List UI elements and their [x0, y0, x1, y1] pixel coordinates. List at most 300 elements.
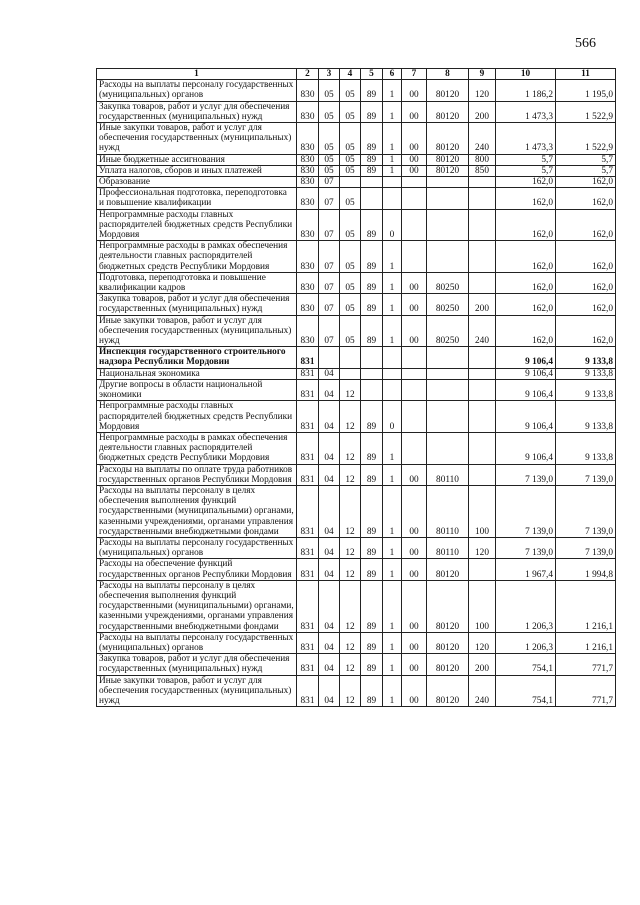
direction-cell — [427, 347, 469, 368]
subprogram-cell: 1 — [383, 294, 402, 315]
amount-year1-cell: 162,0 — [496, 188, 556, 209]
amount-year1-cell: 1 473,3 — [496, 123, 556, 155]
ministry-code-cell: 830 — [297, 209, 319, 241]
expense-name-cell: Закупка товаров, работ и услуг для обеспечения государственных (муниципальных) нужд — [97, 654, 297, 675]
direction-cell: 80120 — [427, 632, 469, 653]
amount-year2-cell: 9 133,8 — [556, 432, 616, 464]
event-cell: 00 — [402, 123, 427, 155]
program-cell: 89 — [361, 580, 383, 632]
expense-type-cell: 240 — [469, 675, 496, 707]
direction-cell: 80120 — [427, 675, 469, 707]
direction-cell: 80120 — [427, 101, 469, 122]
subprogram-cell: 1 — [383, 485, 402, 537]
ministry-code-cell: 830 — [297, 154, 319, 165]
subprogram-cell — [383, 188, 402, 209]
direction-cell: 80120 — [427, 165, 469, 176]
table-row — [97, 485, 616, 537]
column-header: 6 — [383, 69, 402, 80]
expense-type-cell — [469, 188, 496, 209]
subprogram-cell — [383, 379, 402, 400]
program-cell: 89 — [361, 101, 383, 122]
expense-name-cell: Образование — [97, 177, 297, 188]
event-cell: 00 — [402, 464, 427, 485]
expense-type-cell — [469, 209, 496, 241]
expense-type-cell — [469, 379, 496, 400]
event-cell — [402, 347, 427, 368]
expense-type-cell — [469, 464, 496, 485]
amount-year1-cell: 1 473,3 — [496, 101, 556, 122]
event-cell — [402, 177, 427, 188]
subsection-cell: 05 — [340, 209, 361, 241]
event-cell — [402, 379, 427, 400]
subsection-cell — [340, 177, 361, 188]
event-cell — [402, 188, 427, 209]
subsection-cell: 12 — [340, 580, 361, 632]
subprogram-cell: 1 — [383, 464, 402, 485]
amount-year2-cell: 1 216,1 — [556, 580, 616, 632]
subprogram-cell: 0 — [383, 209, 402, 241]
direction-cell: 80120 — [427, 654, 469, 675]
table-row — [97, 368, 616, 379]
table-row — [97, 347, 616, 368]
table-row — [97, 632, 616, 653]
ministry-code-cell: 830 — [297, 123, 319, 155]
section-cell: 07 — [319, 241, 340, 273]
expense-type-cell — [469, 432, 496, 464]
amount-year1-cell: 162,0 — [496, 209, 556, 241]
subsection-cell: 05 — [340, 315, 361, 347]
subsection-cell: 12 — [340, 401, 361, 433]
expense-name-cell: Иные бюджетные ассигнования — [97, 154, 297, 165]
expense-name-cell: Закупка товаров, работ и услуг для обеспечения государственных (муниципальных) нужд — [97, 294, 297, 315]
table-row — [97, 537, 616, 558]
table-row — [97, 177, 616, 188]
subsection-cell: 05 — [340, 272, 361, 293]
section-cell: 04 — [319, 464, 340, 485]
ministry-code-cell: 831 — [297, 485, 319, 537]
subsection-cell — [340, 347, 361, 368]
ministry-code-cell: 831 — [297, 464, 319, 485]
ministry-code-cell: 830 — [297, 315, 319, 347]
direction-cell: 80120 — [427, 154, 469, 165]
expense-name-cell: Закупка товаров, работ и услуг для обеспечения государственных (муниципальных) нужд — [97, 101, 297, 122]
table-row — [97, 154, 616, 165]
subsection-cell: 12 — [340, 654, 361, 675]
amount-year2-cell: 162,0 — [556, 294, 616, 315]
subprogram-cell: 1 — [383, 123, 402, 155]
program-cell — [361, 177, 383, 188]
event-cell: 00 — [402, 80, 427, 101]
column-header: 4 — [340, 69, 361, 80]
table-row — [97, 294, 616, 315]
event-cell: 00 — [402, 272, 427, 293]
expense-name-cell: Расходы на выплаты персоналу государственных (муниципальных) органов — [97, 80, 297, 101]
subprogram-cell: 1 — [383, 580, 402, 632]
subprogram-cell: 1 — [383, 315, 402, 347]
amount-year2-cell: 9 133,8 — [556, 368, 616, 379]
amount-year1-cell: 5,7 — [496, 154, 556, 165]
program-cell: 89 — [361, 654, 383, 675]
expense-type-cell — [469, 177, 496, 188]
amount-year1-cell: 1 206,3 — [496, 632, 556, 653]
section-cell: 05 — [319, 123, 340, 155]
table-row — [97, 101, 616, 122]
expense-type-cell — [469, 401, 496, 433]
ministry-code-cell: 830 — [297, 294, 319, 315]
ministry-code-cell: 830 — [297, 188, 319, 209]
amount-year1-cell: 9 106,4 — [496, 368, 556, 379]
expense-name-cell: Непрограммные расходы в рамках обеспечения деятельности главных распорядителей бюджетных средств Республики Мордовия — [97, 432, 297, 464]
direction-cell — [427, 432, 469, 464]
event-cell — [402, 241, 427, 273]
amount-year2-cell: 162,0 — [556, 177, 616, 188]
header-row — [97, 69, 616, 80]
column-header: 3 — [319, 69, 340, 80]
expense-type-cell — [469, 347, 496, 368]
amount-year2-cell: 7 139,0 — [556, 464, 616, 485]
column-header: 9 — [469, 69, 496, 80]
program-cell: 89 — [361, 559, 383, 580]
section-cell: 04 — [319, 379, 340, 400]
event-cell: 00 — [402, 580, 427, 632]
column-header: 2 — [297, 69, 319, 80]
direction-cell — [427, 379, 469, 400]
event-cell — [402, 432, 427, 464]
program-cell: 89 — [361, 123, 383, 155]
event-cell: 00 — [402, 294, 427, 315]
program-cell — [361, 368, 383, 379]
direction-cell — [427, 401, 469, 433]
column-header: 10 — [496, 69, 556, 80]
expense-name-cell: Расходы на обеспечение функций государственных органов Республики Мордовия — [97, 559, 297, 580]
expense-type-cell — [469, 559, 496, 580]
section-cell: 07 — [319, 272, 340, 293]
expense-name-cell: Расходы на выплаты персоналу в целях обеспечения выполнения функций государственными (муниципальными) органами, казенными учреждениями, органами управления государственными внебюджетными фондами — [97, 580, 297, 632]
ministry-code-cell: 831 — [297, 347, 319, 368]
table-row — [97, 241, 616, 273]
expense-type-cell: 100 — [469, 580, 496, 632]
program-cell: 89 — [361, 165, 383, 176]
amount-year1-cell: 5,7 — [496, 165, 556, 176]
subsection-cell: 12 — [340, 379, 361, 400]
table-row — [97, 315, 616, 347]
event-cell — [402, 368, 427, 379]
section-cell: 07 — [319, 315, 340, 347]
amount-year2-cell: 162,0 — [556, 209, 616, 241]
section-cell — [319, 347, 340, 368]
ministry-code-cell: 830 — [297, 241, 319, 273]
program-cell — [361, 188, 383, 209]
expense-type-cell — [469, 272, 496, 293]
subsection-cell: 12 — [340, 675, 361, 707]
event-cell — [402, 401, 427, 433]
expense-name-cell: Иные закупки товаров, работ и услуг для обеспечения государственных (муниципальных) нужд — [97, 123, 297, 155]
subsection-cell: 12 — [340, 432, 361, 464]
event-cell: 00 — [402, 675, 427, 707]
expense-type-cell — [469, 368, 496, 379]
subprogram-cell — [383, 368, 402, 379]
column-header: 5 — [361, 69, 383, 80]
table-row — [97, 272, 616, 293]
subprogram-cell: 0 — [383, 401, 402, 433]
section-cell: 07 — [319, 294, 340, 315]
expense-name-cell: Иные закупки товаров, работ и услуг для обеспечения государственных (муниципальных) нужд — [97, 675, 297, 707]
amount-year2-cell: 162,0 — [556, 315, 616, 347]
amount-year2-cell: 9 133,8 — [556, 401, 616, 433]
section-cell: 04 — [319, 632, 340, 653]
section-cell: 04 — [319, 675, 340, 707]
amount-year2-cell: 9 133,8 — [556, 379, 616, 400]
section-cell: 04 — [319, 401, 340, 433]
expense-name-cell: Иные закупки товаров, работ и услуг для обеспечения государственных (муниципальных) нужд — [97, 315, 297, 347]
subprogram-cell: 1 — [383, 559, 402, 580]
subprogram-cell: 1 — [383, 80, 402, 101]
program-cell: 89 — [361, 241, 383, 273]
direction-cell: 80120 — [427, 80, 469, 101]
program-cell: 89 — [361, 401, 383, 433]
program-cell: 89 — [361, 272, 383, 293]
event-cell: 00 — [402, 559, 427, 580]
subsection-cell: 05 — [340, 188, 361, 209]
expense-name-cell: Расходы на выплаты персоналу государственных (муниципальных) органов — [97, 632, 297, 653]
table-row — [97, 188, 616, 209]
event-cell — [402, 209, 427, 241]
section-cell: 04 — [319, 485, 340, 537]
subsection-cell: 05 — [340, 294, 361, 315]
direction-cell: 80110 — [427, 464, 469, 485]
column-header: 11 — [556, 69, 616, 80]
event-cell: 00 — [402, 165, 427, 176]
amount-year2-cell: 162,0 — [556, 241, 616, 273]
ministry-code-cell: 831 — [297, 379, 319, 400]
subsection-cell: 05 — [340, 241, 361, 273]
event-cell: 00 — [402, 537, 427, 558]
expense-type-cell: 120 — [469, 632, 496, 653]
subprogram-cell: 1 — [383, 632, 402, 653]
expense-type-cell: 240 — [469, 315, 496, 347]
program-cell: 89 — [361, 80, 383, 101]
amount-year2-cell: 7 139,0 — [556, 537, 616, 558]
subsection-cell: 05 — [340, 101, 361, 122]
ministry-code-cell: 831 — [297, 537, 319, 558]
direction-cell: 80120 — [427, 580, 469, 632]
amount-year2-cell: 1 522,9 — [556, 123, 616, 155]
amount-year2-cell: 9 133,8 — [556, 347, 616, 368]
expense-type-cell: 200 — [469, 294, 496, 315]
ministry-code-cell: 831 — [297, 559, 319, 580]
subprogram-cell: 1 — [383, 272, 402, 293]
expense-name-cell: Другие вопросы в области национальной экономики — [97, 379, 297, 400]
section-cell: 04 — [319, 432, 340, 464]
program-cell: 89 — [361, 485, 383, 537]
expense-name-cell: Национальная экономика — [97, 368, 297, 379]
column-header: 8 — [427, 69, 469, 80]
amount-year1-cell: 9 106,4 — [496, 401, 556, 433]
amount-year2-cell: 771,7 — [556, 654, 616, 675]
event-cell: 00 — [402, 632, 427, 653]
event-cell: 00 — [402, 154, 427, 165]
ministry-code-cell: 830 — [297, 177, 319, 188]
program-cell: 89 — [361, 537, 383, 558]
ministry-code-cell: 830 — [297, 165, 319, 176]
amount-year2-cell: 162,0 — [556, 272, 616, 293]
program-cell: 89 — [361, 209, 383, 241]
amount-year2-cell: 1 994,8 — [556, 559, 616, 580]
subprogram-cell: 1 — [383, 165, 402, 176]
direction-cell — [427, 368, 469, 379]
expense-type-cell: 200 — [469, 654, 496, 675]
table-row — [97, 209, 616, 241]
ministry-code-cell: 831 — [297, 401, 319, 433]
subsection-cell: 12 — [340, 464, 361, 485]
expense-type-cell: 200 — [469, 101, 496, 122]
program-cell: 89 — [361, 432, 383, 464]
amount-year1-cell: 7 139,0 — [496, 464, 556, 485]
direction-cell: 80250 — [427, 272, 469, 293]
subprogram-cell — [383, 177, 402, 188]
section-cell: 07 — [319, 188, 340, 209]
expense-type-cell: 240 — [469, 123, 496, 155]
direction-cell — [427, 188, 469, 209]
table-row — [97, 80, 616, 101]
ministry-code-cell: 831 — [297, 654, 319, 675]
table-row — [97, 123, 616, 155]
direction-cell: 80120 — [427, 559, 469, 580]
amount-year2-cell: 162,0 — [556, 188, 616, 209]
amount-year2-cell: 1 522,9 — [556, 101, 616, 122]
table-row — [97, 654, 616, 675]
amount-year1-cell: 1 967,4 — [496, 559, 556, 580]
section-cell: 05 — [319, 101, 340, 122]
direction-cell — [427, 241, 469, 273]
expense-name-cell: Расходы на выплаты персоналу государственных (муниципальных) органов — [97, 537, 297, 558]
amount-year1-cell: 754,1 — [496, 675, 556, 707]
table-row — [97, 580, 616, 632]
budget-table — [96, 68, 616, 707]
direction-cell: 80110 — [427, 485, 469, 537]
expense-name-cell: Расходы на выплаты по оплате труда работников государственных органов Республики Мордовия — [97, 464, 297, 485]
program-cell: 89 — [361, 154, 383, 165]
amount-year1-cell: 162,0 — [496, 315, 556, 347]
program-cell: 89 — [361, 675, 383, 707]
subprogram-cell: 1 — [383, 675, 402, 707]
event-cell: 00 — [402, 101, 427, 122]
subprogram-cell: 1 — [383, 537, 402, 558]
section-cell: 07 — [319, 209, 340, 241]
direction-cell: 80250 — [427, 315, 469, 347]
expense-type-cell: 120 — [469, 80, 496, 101]
subprogram-cell: 1 — [383, 241, 402, 273]
expense-name-cell: Инспекция государственного строительного надзора Республики Мордовии — [97, 347, 297, 368]
table-row — [97, 165, 616, 176]
ministry-code-cell: 831 — [297, 580, 319, 632]
ministry-code-cell: 830 — [297, 80, 319, 101]
ministry-code-cell: 830 — [297, 101, 319, 122]
expense-type-cell — [469, 241, 496, 273]
ministry-code-cell: 831 — [297, 632, 319, 653]
section-cell: 05 — [319, 80, 340, 101]
direction-cell: 80250 — [427, 294, 469, 315]
amount-year1-cell: 7 139,0 — [496, 485, 556, 537]
subsection-cell: 05 — [340, 123, 361, 155]
amount-year2-cell: 1 195,0 — [556, 80, 616, 101]
expense-name-cell: Профессиональная подготовка, переподготовка и повышение квалификации — [97, 188, 297, 209]
expense-name-cell: Подготовка, переподготовка и повышение квалификации кадров — [97, 272, 297, 293]
program-cell: 89 — [361, 294, 383, 315]
amount-year1-cell: 162,0 — [496, 272, 556, 293]
expense-name-cell: Уплата налогов, сборов и иных платежей — [97, 165, 297, 176]
ministry-code-cell: 830 — [297, 272, 319, 293]
ministry-code-cell: 831 — [297, 368, 319, 379]
subprogram-cell — [383, 347, 402, 368]
section-cell: 04 — [319, 654, 340, 675]
table-row — [97, 432, 616, 464]
table-row — [97, 559, 616, 580]
subsection-cell: 05 — [340, 165, 361, 176]
expense-name-cell: Непрограммные расходы в рамках обеспечения деятельности главных распорядителей бюджетных средств Республики Мордовия — [97, 241, 297, 273]
section-cell: 04 — [319, 580, 340, 632]
amount-year2-cell: 7 139,0 — [556, 485, 616, 537]
section-cell: 04 — [319, 368, 340, 379]
section-cell: 05 — [319, 165, 340, 176]
column-header: 7 — [402, 69, 427, 80]
expense-name-cell: Непрограммные расходы главных распорядителей бюджетных средств Республики Мордовия — [97, 209, 297, 241]
amount-year1-cell: 754,1 — [496, 654, 556, 675]
section-cell: 07 — [319, 177, 340, 188]
section-cell: 04 — [319, 559, 340, 580]
amount-year1-cell: 9 106,4 — [496, 347, 556, 368]
section-cell: 05 — [319, 154, 340, 165]
program-cell — [361, 347, 383, 368]
amount-year2-cell: 5,7 — [556, 165, 616, 176]
amount-year2-cell: 5,7 — [556, 154, 616, 165]
amount-year1-cell: 9 106,4 — [496, 379, 556, 400]
program-cell: 89 — [361, 315, 383, 347]
program-cell — [361, 379, 383, 400]
expense-name-cell: Непрограммные расходы главных распорядителей бюджетных средств Республики Мордовия — [97, 401, 297, 433]
subprogram-cell: 1 — [383, 432, 402, 464]
program-cell: 89 — [361, 464, 383, 485]
subsection-cell: 05 — [340, 154, 361, 165]
subsection-cell: 12 — [340, 632, 361, 653]
ministry-code-cell: 831 — [297, 432, 319, 464]
ministry-code-cell: 831 — [297, 675, 319, 707]
event-cell: 00 — [402, 654, 427, 675]
amount-year1-cell: 1 206,3 — [496, 580, 556, 632]
expense-name-cell: Расходы на выплаты персоналу в целях обеспечения выполнения функций государственными (муниципальными) органами, казенными учреждениями, органами управления государственными внебюджетными фондами — [97, 485, 297, 537]
page-number: 566 — [575, 36, 596, 51]
table-row — [97, 401, 616, 433]
column-header: 1 — [97, 69, 297, 80]
amount-year1-cell: 162,0 — [496, 241, 556, 273]
amount-year1-cell: 1 186,2 — [496, 80, 556, 101]
subprogram-cell: 1 — [383, 154, 402, 165]
amount-year1-cell: 7 139,0 — [496, 537, 556, 558]
direction-cell: 80110 — [427, 537, 469, 558]
amount-year1-cell: 162,0 — [496, 177, 556, 188]
expense-type-cell: 800 — [469, 154, 496, 165]
amount-year2-cell: 771,7 — [556, 675, 616, 707]
amount-year1-cell: 162,0 — [496, 294, 556, 315]
amount-year1-cell: 9 106,4 — [496, 432, 556, 464]
subprogram-cell: 1 — [383, 654, 402, 675]
table-row — [97, 379, 616, 400]
table-row — [97, 464, 616, 485]
amount-year2-cell: 1 216,1 — [556, 632, 616, 653]
program-cell: 89 — [361, 632, 383, 653]
direction-cell — [427, 209, 469, 241]
subsection-cell — [340, 368, 361, 379]
